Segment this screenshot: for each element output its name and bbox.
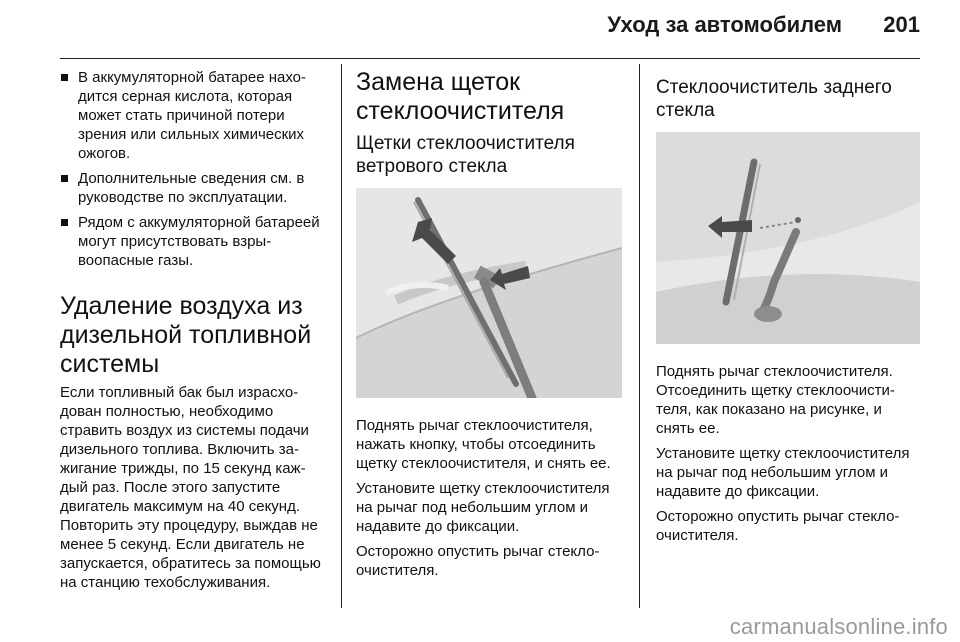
header-rule (60, 58, 920, 59)
subsection-title-windscreen-wiper: Щетки стеклоочистителя ветрового стекла (356, 133, 575, 177)
paragraph-rear-install: Установите щетку стеклоочистителя на рычаг под небольшим углом и надавите до фиксации. (656, 445, 910, 500)
column-1 (60, 68, 328, 598)
bullet-item: В аккумуляторной батарее находится серная кислота, которая может стать причиной потери зрения или сильных химических ожогов. (60, 68, 328, 163)
subsection-title-rear-wiper: Стеклоочиститель заднего стекла (656, 77, 892, 121)
safety-bullet-list (60, 68, 328, 270)
paragraph-diesel-bleeding: Если топливный бак был израсходован полностью, необходимо стравить воздух из системы подачи дизельного топлива. Включить зажигание трижды, по 15 секунд каждый раз. После этого запустите двигатель максимум на 40 секунд. Повторить эту процедуру, выждав не менее 5 секунд. Если двигатель не запускается, обратитесь за помощью на станцию техобслуживания. (60, 384, 321, 591)
windscreen-wiper-illustration (356, 188, 622, 398)
column-3 (656, 68, 920, 551)
section-title-wiper-replacement: Замена щеток стеклоочистителя (356, 68, 565, 125)
bullet-item: Дополнительные сведения см. в руководстве по эксплуатации. (60, 169, 328, 207)
page-number: 201 (883, 12, 920, 37)
watermark: carmanualsonline.info (729, 614, 948, 639)
page-header-title: Уход за автомобилем (607, 12, 842, 37)
paragraph-windscreen-lower: Осторожно опустить рычаг стеклоочистителя. (356, 543, 600, 579)
column-2 (356, 68, 622, 586)
rear-wiper-illustration (656, 132, 920, 344)
paragraph-rear-remove: Поднять рычаг стеклоочистителя. Отсоединить щетку стеклоочистителя, как показано на рисунке, и снять ее. (656, 363, 895, 437)
column-divider (639, 64, 640, 608)
bullet-item: Рядом с аккумуляторной батареей могут присутствовать взрывоопасные газы. (60, 213, 328, 270)
section-title-diesel-bleeding: Удаление воздуха из дизельной топливной системы (60, 292, 312, 378)
paragraph-windscreen-remove: Поднять рычаг стеклоочистителя, нажать кнопку, чтобы отсоединить щетку стеклоочистителя, и снять ее. (356, 417, 611, 472)
column-divider (341, 64, 342, 608)
windscreen-wiper-figure (356, 188, 622, 398)
paragraph-windscreen-install: Установите щетку стеклоочистителя на рычаг под небольшим углом и надавите до фиксации. (356, 480, 610, 535)
paragraph-rear-lower: Осторожно опустить рычаг стеклоочистителя. (656, 508, 900, 544)
rear-wiper-figure (656, 132, 920, 344)
